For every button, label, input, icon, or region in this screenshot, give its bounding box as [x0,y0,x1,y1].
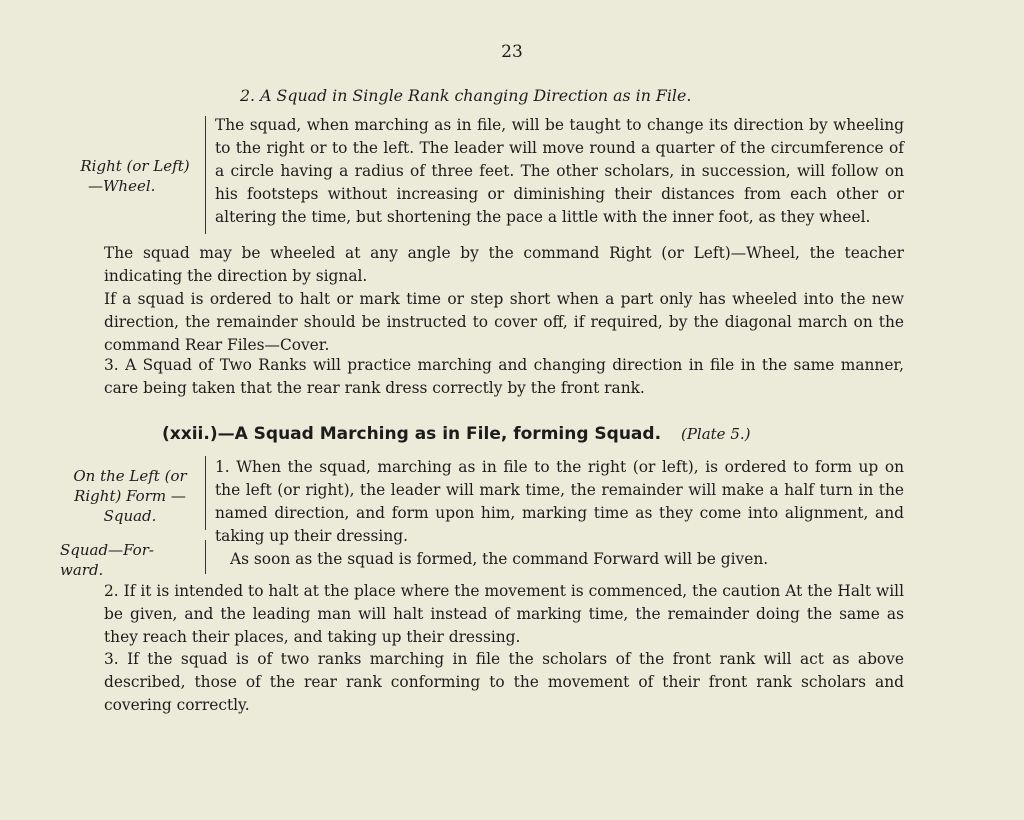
page-number: 23 [501,42,523,62]
margin-note-wheel [60,156,210,196]
two-ranks-paragraph: 3. A Squad of Two Ranks will practice marching and changing direction in file in the same manner, care being taken that the rear rank dress correctly by the front rank. [104,356,904,397]
margin-note-forward: Squad—For- ward. [60,541,154,579]
two-ranks-file-paragraph: 3. If the squad is of two ranks marching in file the scholars of the front rank will act as above described, those of the rear rank conforming to the movement of their front rank scholars and covering correctly. [104,650,904,714]
margin-brace [205,116,206,234]
margin-brace-forward [205,540,206,574]
wheel-description-paragraph: The squad, when marching as in file, will be taught to change its direction by wheeling to the right or to the left. The leader will move round a quarter of the circumference of a circle having a radius of three feet. The other scholars, in succession, will follow on his footsteps without increasing or diminishing their distances from each other or altering the time, but shortening the pace a little with the inner foot, as they wheel. [215,116,904,226]
margin-note-wheel-line1: Right (or Left) [80,157,190,175]
plate-reference: (Plate 5.) [680,425,751,443]
wheel-command-paragraph: The squad may be wheeled at any angle by the command Right (or Left)—Wheel, the teacher indicating the direction by signal. [104,244,904,285]
margin-brace-form [205,456,206,530]
section-title: (xxii.)—A Squad Marching as in File, forming Squad. [162,424,662,444]
halt-caution-paragraph: 2. If it is intended to halt at the place where the movement is commenced, the caution At the Halt will be given, and the leading man will halt instead of marking time, the remainder doing the same as they reach their places, and taking up their dressing. [104,582,904,646]
margin-note-wheel-line2: —Wheel. [88,177,156,195]
forward-paragraph: As soon as the squad is formed, the command Forward will be given. [230,550,769,568]
halt-paragraph: If a squad is ordered to halt or mark time or step short when a part only has wheeled into the new direction, the remainder should be instructed to cover off, if required, by the diagonal march on the command Rear Files—Cover. [104,290,904,354]
section-heading [162,424,751,444]
form-squad-paragraph: 1. When the squad, marching as in file to the right (or left), is ordered to form up on the left (or right), the leader will mark time, the remainder will make a half turn in the named direction, and form upon him, marking time as they come into alignment, and taking up their dressing. [215,458,904,545]
margin-note-form-squad: On the Left (or Right) Form —Squad. [73,467,187,525]
subsection-heading: 2. A Squad in Single Rank changing Direction as in File. [240,86,692,105]
